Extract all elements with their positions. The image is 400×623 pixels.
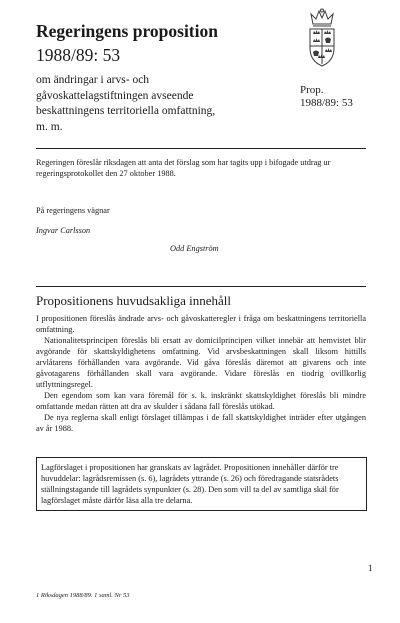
subtitle-line: beskattningens territoriella omfattning, [36,105,216,117]
section-heading: Propositionens huvudsakliga innehåll [36,293,231,308]
crown-coat-of-arms-icon [305,8,339,70]
summary-body [36,313,366,434]
summary-paragraph: Nationalitetsprincipen föreslås bli ersatt av domicilprincipen vilket innebär att hemvistet blir avgörande för skattskyldighetens omfattning. Vid arvsbeskattningen skall liksom hittills arvlåtarens förhållanden vara avgörande. Vid gåva föreslås däremot att givarens och inte gåvotagarens förhållanden skall vara avgörande. Vidare föreslås en tiodrig ovillkorlig utflyttningsregel. [36,336,366,389]
document-subtitle [36,73,286,135]
intro-paragraph: Regeringen föreslår riksdagen att anta det förslag som har tagits upp i bifogade utdrag ur regeringsprotokollet den 27 oktober 1988. [36,158,331,178]
footer-citation: 1 Riksdagen 1988/89. 1 saml. Nr 53 [36,592,130,599]
prop-number: 1988/89: 53 [300,97,353,109]
subtitle-line: om ändringar i arvs- och [36,74,150,86]
document-title: Regeringens proposition [36,21,218,41]
summary-paragraph: I propositionen föreslås ändrade arvs- och gåvoskatteregler i fråga om beskattningens territoriella omfattning. [36,314,366,334]
prop-reference [300,84,353,110]
summary-paragraph: De nya reglerna skall enligt förslaget tillämpas i de fall skattskyldighet inträder efter utgången av år 1988. [36,413,366,433]
signature-prime-minister: Ingvar Carlsson [36,226,91,235]
lagradet-notice-box [36,457,367,511]
signature-minister: Odd Engström [170,244,219,253]
notice-text: Lagförslaget i propositionen har granskats av lagrådet. Propositionen innehåller därför tre huvuddelar: lagrådsremissen (s. 6), lagrådets yttrande (s. 26) och föredragande statsrådets ställningstagande till lagrådets synpunkter (s. 28). Den som vill ta del av samtliga skäl för lagförslaget måste därför läsa alla tre delarna. [41,463,339,505]
divider [36,286,366,287]
divider [36,148,366,149]
summary-paragraph: Den egendom som kan vara föremål för s. k. inskränkt skattskyldighet föreslås bli mindre omfattande medan rätten att dra av skulder i sådana fall föreslås utökad. [36,391,366,411]
subtitle-line: m. m. [36,120,63,133]
on-behalf-text: På regeringens vägnar [36,206,110,215]
proposition-number: 1988/89: 53 [36,45,121,65]
subtitle-line: gåvoskattelagstiftningen avseende [36,89,194,102]
page-number: 1 [368,563,373,573]
prop-label: Prop. [300,84,324,96]
